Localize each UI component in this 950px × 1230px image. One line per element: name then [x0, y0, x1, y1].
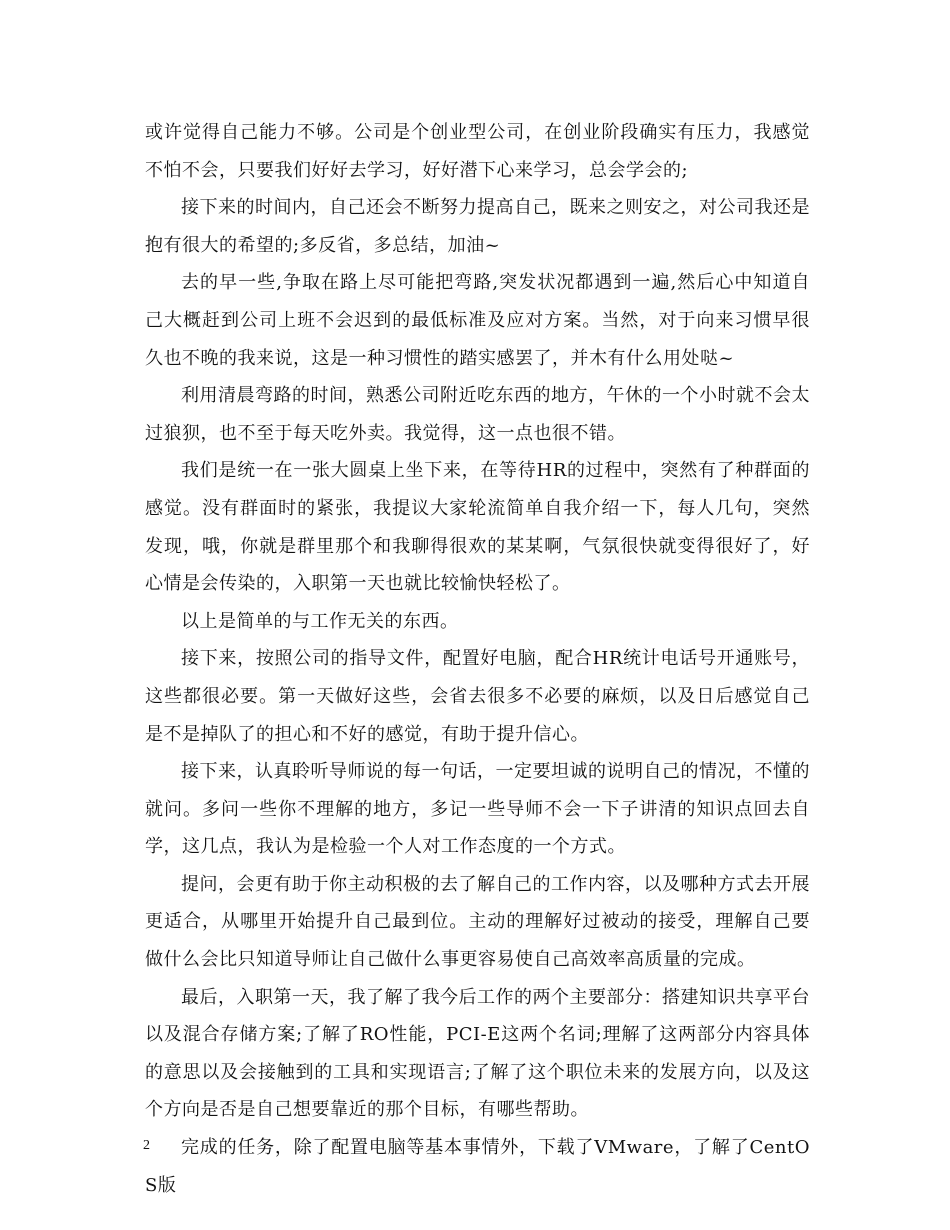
paragraph: 我们是统一在一张大圆桌上坐下来，在等待HR的过程中，突然有了种群面的感觉。没有群面时的紧张，我提议大家轮流简单自我介绍一下，每人几句，突然发现，哦，你就是群里那个和我聊得很欢的某某啊，气氛很快就变得很好了，好心情是会传染的，入职第一天也就比较愉快轻松了。 [145, 460, 810, 595]
paragraph: 接下来，按照公司的指导文件，配置好电脑，配合HR统计电话号开通账号，这些都很必要。第一天做好这些，会省去很多不必要的麻烦，以及日后感觉自己是不是掉队了的担心和不好的感觉，有助于提升信心。 [145, 648, 810, 745]
paragraph: 去的早一些,争取在路上尽可能把弯路,突发状况都遇到一遍,然后心中知道自己大概赶到公司上班不会迟到的最低标准及应对方案。当然，对于向来习惯早很久也不晚的我来说，这是一种习惯性的踏实感罢了，并木有什么用处哒~ [145, 272, 810, 369]
paragraph: 以上是简单的与工作无关的东西。 [181, 610, 459, 632]
paragraph: 完成的任务，除了配置电脑等基本事情外，下载了VMware，了解了CentOS版 [145, 1137, 810, 1196]
document-body [145, 114, 810, 1204]
paragraph: 利用清晨弯路的时间，熟悉公司附近吃东西的地方，午休的一个小时就不会太过狼狈，也不至于每天吃外卖。我觉得，这一点也很不错。 [145, 385, 810, 444]
paragraph: 提问，会更有助于你主动积极的去了解自己的工作内容，以及哪种方式去开展更适合，从哪里开始提升自己最到位。主动的理解好过被动的接受，理解自己要做什么会比只知道导师让自己做什么事更容易使自己高效率高质量的完成。 [145, 873, 810, 971]
page-number: 2 [143, 1138, 150, 1153]
paragraph: 最后，入职第一天，我了解了我今后工作的两个主要部分：搭建知识共享平台以及混合存储方案;了解了RO性能，PCI-E这两个名词;理解了这两部分内容具体的意思以及会接触到的工具和实现语言;了解了这个职位未来的发展方向，以及这个方向是否是自己想要靠近的那个目标，有哪些帮助。 [145, 986, 810, 1121]
paragraph: 接下来，认真聆听导师说的每一句话，一定要坦诚的说明自己的情况，不懂的就问。多问一些你不理解的地方，多记一些导师不会一下子讲清的知识点回去自学，这几点，我认为是检验一个人对工作态度的一个方式。 [145, 761, 810, 858]
paragraph: 或许觉得自己能力不够。公司是个创业型公司，在创业阶段确实有压力，我感觉不怕不会，只要我们好好去学习，好好潜下心来学习，总会学会的; [145, 122, 810, 181]
paragraph: 接下来的时间内，自己还会不断努力提高自己，既来之则安之，对公司我还是抱有很大的希望的;多反省，多总结，加油~ [145, 197, 810, 256]
